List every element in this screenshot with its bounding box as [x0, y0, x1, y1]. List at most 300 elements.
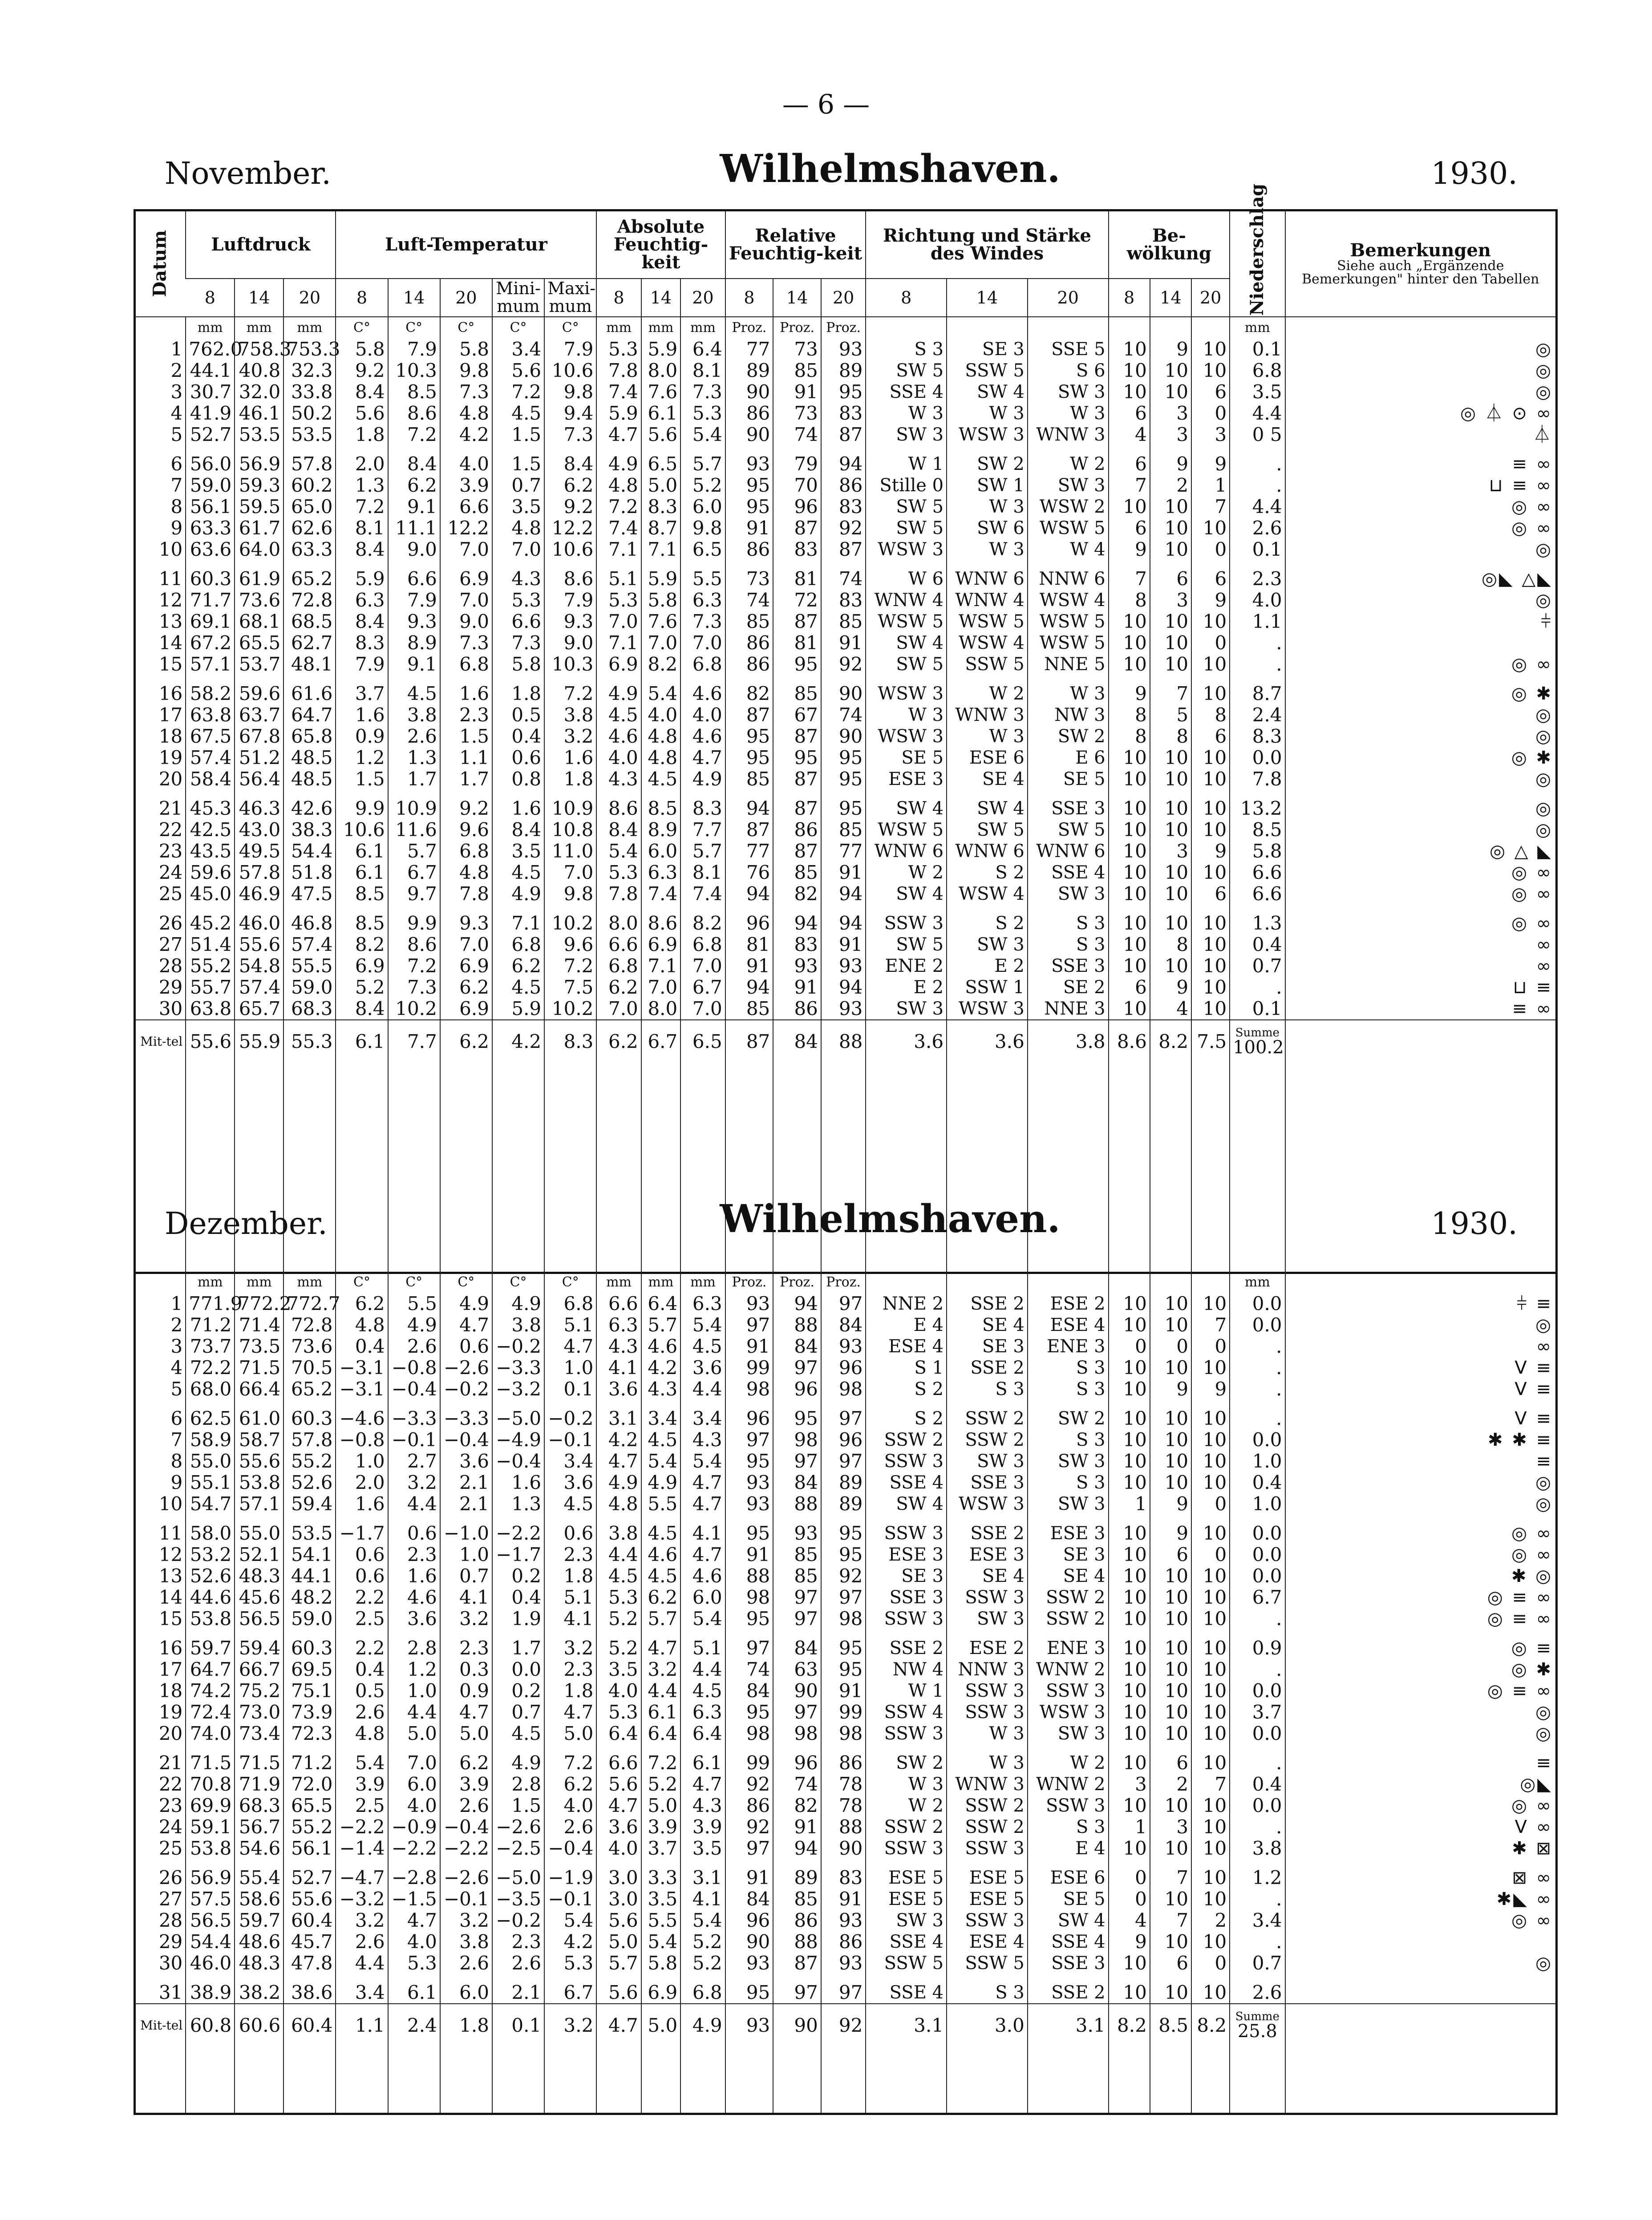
value-cell: 95: [821, 1515, 866, 1544]
value-cell: 5.2: [336, 977, 388, 998]
value-cell: 1.8: [336, 424, 388, 445]
value-cell: 8.0: [641, 360, 680, 381]
value-cell: 8.4: [336, 998, 388, 1020]
value-cell: 56.7: [235, 1816, 283, 1838]
value-cell: 3.0: [596, 1859, 641, 1888]
value-cell: 10: [1191, 1838, 1230, 1859]
value-cell: 6.4: [641, 1293, 680, 1314]
value-cell: 5.5: [680, 560, 725, 590]
value-cell: 95: [725, 747, 773, 768]
value-cell: 0.5: [336, 1680, 388, 1702]
value-cell: 59.4: [235, 1630, 283, 1659]
value-cell: 1.3: [1230, 905, 1285, 934]
value-cell: 57.1: [235, 1493, 283, 1515]
value-cell: 7: [1150, 675, 1191, 704]
value-cell: 70: [773, 475, 821, 496]
value-cell: 98: [773, 1429, 821, 1451]
value-cell: 4.4: [336, 1953, 388, 1974]
value-cell: 97: [821, 1587, 866, 1608]
value-cell: 0.0: [492, 1659, 544, 1680]
day-number: 18: [158, 725, 183, 747]
value-cell: 4.0: [680, 704, 725, 726]
value-cell: 95: [821, 381, 866, 403]
wind-cell: SSW 5: [866, 1953, 947, 1974]
value-cell: 7.9: [544, 590, 596, 611]
wind-cell: W 3: [1028, 675, 1109, 704]
value-cell: 6.9: [596, 654, 641, 675]
value-cell: 4.9: [492, 883, 544, 905]
value-cell: −5.0: [492, 1859, 544, 1888]
table-row: [135, 611, 1557, 632]
day-number: 10: [158, 538, 183, 560]
value-cell: 71.5: [235, 1357, 283, 1379]
value-cell: 3.7: [641, 1838, 680, 1859]
unit-cell: Proz.: [821, 317, 866, 339]
table-row: [135, 1565, 1557, 1587]
mittel-value: 7.5: [1191, 1020, 1230, 1063]
mittel-value: 93: [725, 2004, 773, 2047]
value-cell: 3: [1150, 424, 1191, 445]
value-cell: 5.6: [596, 1974, 641, 2004]
day-number: 25: [158, 1837, 183, 1859]
remarks-symbols: ∞: [1285, 1336, 1557, 1357]
value-cell: 56.1: [186, 496, 235, 518]
value-cell: 0 5: [1230, 424, 1285, 445]
remarks-symbols: ◎: [1285, 360, 1557, 381]
value-cell: 73.6: [235, 590, 283, 611]
value-cell: 1.5: [336, 768, 388, 790]
value-cell: 89: [821, 1493, 866, 1515]
value-cell: 5.4: [680, 424, 725, 445]
value-cell: 10: [1191, 611, 1230, 632]
value-cell: 3.6: [680, 1357, 725, 1379]
value-cell: −0.1: [388, 1429, 440, 1451]
sub-14: 14: [388, 279, 440, 317]
value-cell: 3.7: [1230, 1702, 1285, 1723]
wind-cell: ESE 5: [866, 1888, 947, 1910]
value-cell: 9.1: [388, 654, 440, 675]
day-number: 24: [158, 1816, 183, 1838]
value-cell: 65.2: [283, 560, 336, 590]
value-cell: 10: [1150, 1888, 1191, 1910]
value-cell: 5.5: [641, 1910, 680, 1931]
value-cell: 74: [725, 590, 773, 611]
value-cell: 5.1: [544, 1314, 596, 1336]
table-row: [135, 1314, 1557, 1336]
value-cell: 1.0: [1230, 1451, 1285, 1472]
mittel-value: 6.1: [336, 1020, 388, 1063]
value-cell: 42.6: [283, 790, 336, 819]
value-cell: 95: [725, 726, 773, 747]
value-cell: 56.4: [235, 768, 283, 790]
value-cell: 97: [821, 1400, 866, 1429]
value-cell: 0: [1191, 539, 1230, 560]
value-cell: 2.0: [336, 445, 388, 475]
value-cell: 4.5: [641, 768, 680, 790]
value-cell: 73: [773, 403, 821, 424]
value-cell: 10: [1191, 1429, 1230, 1451]
wind-cell: W 3: [866, 1774, 947, 1795]
value-cell: 87: [773, 768, 821, 790]
value-cell: 4.2: [544, 1931, 596, 1953]
value-cell: 85: [725, 768, 773, 790]
filler-cell: [821, 2047, 866, 2114]
value-cell: 46.1: [235, 403, 283, 424]
value-cell: 10: [1191, 1587, 1230, 1608]
remarks-symbols: ⫩ ≡: [1285, 1293, 1557, 1314]
value-cell: 10: [1191, 1859, 1230, 1888]
value-cell: −5.0: [492, 1400, 544, 1429]
remarks-symbols: ◎: [1285, 1723, 1557, 1744]
value-cell: 10: [1150, 1293, 1191, 1314]
value-cell: 55.6: [235, 1451, 283, 1472]
value-cell: 2.5: [336, 1608, 388, 1630]
filler-cell: [283, 2047, 336, 2114]
value-cell: 3.8: [492, 1314, 544, 1336]
wind-cell: W 3: [866, 704, 947, 726]
value-cell: 6.6: [596, 1744, 641, 1774]
wind-cell: WNW 3: [947, 704, 1028, 726]
value-cell: 10.3: [544, 654, 596, 675]
value-cell: 10: [1150, 1451, 1191, 1472]
value-cell: 10: [1109, 1630, 1150, 1659]
filler-cell: [492, 2047, 544, 2114]
wind-cell: SW 3: [1028, 1451, 1109, 1472]
value-cell: 2.2: [336, 1630, 388, 1659]
filler-cell: [544, 2047, 596, 2114]
wind-cell: WNW 3: [947, 1774, 1028, 1795]
november-header: [165, 146, 1518, 191]
value-cell: 10: [1109, 768, 1150, 790]
value-cell: 6: [1191, 381, 1230, 403]
value-cell: 6.1: [641, 1702, 680, 1723]
value-cell: 10: [1191, 998, 1230, 1020]
value-cell: 2.3: [440, 704, 492, 726]
value-cell: 6.7: [680, 977, 725, 998]
value-cell: 10: [1109, 1723, 1150, 1744]
sub-14: 14: [773, 279, 821, 317]
value-cell: 93: [821, 955, 866, 977]
value-cell: 74.2: [186, 1680, 235, 1702]
remarks-symbols: ∞: [1285, 934, 1557, 955]
value-cell: 77: [725, 841, 773, 862]
value-cell: 10: [1191, 1515, 1230, 1544]
wind-cell: WSW 5: [1028, 518, 1109, 539]
value-cell: 58.7: [235, 1429, 283, 1451]
mittel-value: 0.1: [492, 2004, 544, 2047]
remarks-symbols: ◎ ✱: [1285, 675, 1557, 704]
value-cell: .: [1230, 475, 1285, 496]
value-cell: 7.7: [680, 819, 725, 841]
value-cell: 5.6: [596, 1774, 641, 1795]
value-cell: 7.8: [596, 360, 641, 381]
wind-cell: SW 3: [866, 424, 947, 445]
value-cell: 47.8: [283, 1953, 336, 1974]
value-cell: 95: [821, 1630, 866, 1659]
value-cell: 0: [1191, 632, 1230, 654]
value-cell: 96: [821, 1357, 866, 1379]
value-cell: 6: [1150, 560, 1191, 590]
value-cell: 95: [773, 747, 821, 768]
sub-14: 14: [235, 279, 283, 317]
mittel-value: 2.4: [388, 2004, 440, 2047]
value-cell: 8.2: [641, 654, 680, 675]
value-cell: 7.0: [440, 590, 492, 611]
value-cell: 4: [1109, 1910, 1150, 1931]
value-cell: 83: [821, 496, 866, 518]
value-cell: −3.2: [492, 1379, 544, 1400]
value-cell: 86: [821, 475, 866, 496]
value-cell: −2.8: [388, 1859, 440, 1888]
value-cell: 54.8: [235, 955, 283, 977]
value-cell: 1.3: [388, 747, 440, 768]
value-cell: 83: [821, 403, 866, 424]
value-cell: 2.3: [440, 1630, 492, 1659]
value-cell: 65.5: [283, 1795, 336, 1816]
unit-cell: C°: [388, 317, 440, 339]
value-cell: 6.7: [544, 1974, 596, 2004]
value-cell: 5.3: [492, 590, 544, 611]
value-cell: 7.2: [492, 381, 544, 403]
value-cell: 4.3: [596, 768, 641, 790]
value-cell: 70.8: [186, 1774, 235, 1795]
value-cell: 85: [773, 862, 821, 883]
value-cell: 85: [773, 360, 821, 381]
value-cell: 4.0: [596, 1680, 641, 1702]
value-cell: 4.7: [680, 1493, 725, 1515]
wind-cell: SW 5: [866, 934, 947, 955]
value-cell: 7.2: [544, 955, 596, 977]
value-cell: 94: [725, 790, 773, 819]
value-cell: 4.3: [596, 1336, 641, 1357]
wind-cell: S 3: [1028, 1816, 1109, 1838]
remarks-symbols: ⊔ ≡: [1285, 977, 1557, 998]
value-cell: 74: [773, 1774, 821, 1795]
sub-20: 20: [680, 279, 725, 317]
day-number: 31: [158, 1981, 183, 2003]
remarks-symbols: V ≡: [1285, 1400, 1557, 1429]
value-cell: 4.7: [440, 1314, 492, 1336]
wind-cell: SSE 3: [1028, 790, 1109, 819]
value-cell: 67.5: [186, 726, 235, 747]
value-cell: 58.2: [186, 675, 235, 704]
value-cell: 97: [725, 1314, 773, 1336]
remarks-symbols: ◎ ∞: [1285, 883, 1557, 905]
value-cell: 53.5: [283, 424, 336, 445]
value-cell: 0.7: [1230, 1953, 1285, 1974]
value-cell: 5.9: [641, 339, 680, 360]
wind-cell: SW 5: [866, 360, 947, 381]
filler-cell: [235, 2047, 283, 2114]
value-cell: 4.0: [1230, 590, 1285, 611]
value-cell: 11.6: [388, 819, 440, 841]
value-cell: 7: [1191, 1314, 1230, 1336]
wind-cell: W 3: [947, 403, 1028, 424]
mittel-value: 8.2: [1191, 2004, 1230, 2047]
value-cell: 5.8: [336, 339, 388, 360]
wind-cell: WNW 6: [1028, 841, 1109, 862]
value-cell: 66.4: [235, 1379, 283, 1400]
value-cell: 0.6: [388, 1515, 440, 1544]
value-cell: 6.2: [492, 955, 544, 977]
table-row: [135, 1888, 1557, 1910]
value-cell: 7: [1191, 1774, 1230, 1795]
value-cell: 1.5: [492, 1795, 544, 1816]
value-cell: 6.6: [596, 934, 641, 955]
value-cell: −1.5: [388, 1888, 440, 1910]
value-cell: 4.9: [641, 1472, 680, 1493]
value-cell: 73.4: [235, 1723, 283, 1744]
sub-8: 8: [866, 279, 947, 317]
sub-20: 20: [1191, 279, 1230, 317]
value-cell: 9: [1191, 1379, 1230, 1400]
day-number: 16: [158, 1637, 183, 1659]
value-cell: 98: [773, 1723, 821, 1744]
value-cell: 72.4: [186, 1702, 235, 1723]
value-cell: 4.0: [544, 1795, 596, 1816]
value-cell: 4.4: [388, 1702, 440, 1723]
remarks-symbols: ◎◣ △◣: [1285, 560, 1557, 590]
table-row: [135, 1838, 1557, 1859]
value-cell: 55.0: [235, 1515, 283, 1544]
value-cell: 1.6: [336, 1493, 388, 1515]
filler-cell: [773, 2047, 821, 2114]
value-cell: 7.0: [596, 998, 641, 1020]
value-cell: 95: [725, 1451, 773, 1472]
value-cell: 7.0: [596, 611, 641, 632]
value-cell: 2: [1150, 1774, 1191, 1795]
value-cell: 1.5: [492, 445, 544, 475]
station-title: Wilhelmshaven.: [720, 1197, 1061, 1241]
wind-cell: SW 3: [1028, 381, 1109, 403]
value-cell: 3.5: [492, 841, 544, 862]
value-cell: 4.5: [680, 1680, 725, 1702]
value-cell: 78: [821, 1795, 866, 1816]
mittel-value: 3.0: [947, 2004, 1028, 2047]
value-cell: 56.9: [186, 1859, 235, 1888]
value-cell: 4.4: [596, 1544, 641, 1565]
value-cell: 57.4: [283, 934, 336, 955]
wind-cell: S 3: [1028, 1429, 1109, 1451]
value-cell: 77: [821, 841, 866, 862]
value-cell: 63.6: [186, 539, 235, 560]
wind-cell: WSW 3: [947, 424, 1028, 445]
wind-cell: ESE 5: [866, 1859, 947, 1888]
value-cell: 10: [1109, 1400, 1150, 1429]
value-cell: 57.1: [186, 654, 235, 675]
value-cell: 4.6: [680, 726, 725, 747]
day-number: 20: [158, 768, 183, 790]
value-cell: 69.9: [186, 1795, 235, 1816]
value-cell: 91: [725, 1336, 773, 1357]
sub-minimum: Mini-mum: [492, 279, 544, 317]
value-cell: 99: [821, 1702, 866, 1723]
value-cell: 98: [821, 1608, 866, 1630]
value-cell: 3.6: [544, 1472, 596, 1493]
value-cell: 1: [1109, 1816, 1150, 1838]
value-cell: 63: [773, 1659, 821, 1680]
wind-cell: WSW 4: [947, 632, 1028, 654]
value-cell: −0.1: [544, 1429, 596, 1451]
value-cell: 97: [773, 1608, 821, 1630]
value-cell: 10: [1109, 1472, 1150, 1493]
value-cell: 6.6: [388, 560, 440, 590]
value-cell: 62.5: [186, 1400, 235, 1429]
value-cell: 10: [1150, 611, 1191, 632]
value-cell: 73.9: [283, 1702, 336, 1723]
value-cell: 91: [821, 632, 866, 654]
value-cell: 5.2: [641, 1774, 680, 1795]
value-cell: 10: [1191, 1608, 1230, 1630]
value-cell: 3.7: [336, 675, 388, 704]
value-cell: 4.8: [596, 1493, 641, 1515]
value-cell: 8.5: [1230, 819, 1285, 841]
value-cell: 10: [1109, 905, 1150, 934]
value-cell: 7.1: [641, 539, 680, 560]
day-number: 18: [158, 1680, 183, 1702]
value-cell: 64.7: [186, 1659, 235, 1680]
value-cell: 72.8: [283, 590, 336, 611]
value-cell: 6.8: [680, 934, 725, 955]
value-cell: 6.2: [544, 475, 596, 496]
value-cell: 4.0: [388, 1795, 440, 1816]
value-cell: 62.7: [283, 632, 336, 654]
day-number: 30: [158, 1952, 183, 1974]
value-cell: −0.2: [544, 1400, 596, 1429]
wind-cell: SSW 1: [947, 977, 1028, 998]
value-cell: 46.9: [235, 883, 283, 905]
day-number: 6: [170, 453, 183, 475]
value-cell: 95: [725, 496, 773, 518]
table-row: [135, 1931, 1557, 1953]
value-cell: 4.8: [492, 518, 544, 539]
value-cell: 772.2: [235, 1293, 283, 1314]
value-cell: 8.3: [1230, 726, 1285, 747]
value-cell: 85: [773, 675, 821, 704]
value-cell: 2.3: [388, 1544, 440, 1565]
value-cell: 10.2: [544, 905, 596, 934]
table-row: [135, 955, 1557, 977]
value-cell: 94: [725, 883, 773, 905]
value-cell: 10: [1109, 841, 1150, 862]
value-cell: 4.2: [440, 424, 492, 445]
value-cell: 5.0: [544, 1723, 596, 1744]
wind-cell: SE 5: [1028, 1888, 1109, 1910]
table-row: [135, 1379, 1557, 1400]
value-cell: 72: [773, 590, 821, 611]
value-cell: 8.9: [388, 632, 440, 654]
wind-cell: SSW 5: [947, 360, 1028, 381]
filler-cell: [135, 2047, 186, 2114]
value-cell: 6.1: [336, 862, 388, 883]
wind-cell: ESE 2: [1028, 1293, 1109, 1314]
value-cell: 73.6: [283, 1336, 336, 1357]
value-cell: 94: [725, 977, 773, 998]
value-cell: 771.9: [186, 1293, 235, 1314]
value-cell: 7.3: [388, 977, 440, 998]
value-cell: 9: [1109, 539, 1150, 560]
table-row: [135, 1910, 1557, 1931]
value-cell: 0: [1150, 1336, 1191, 1357]
value-cell: 58.0: [186, 1515, 235, 1544]
value-cell: 7: [1191, 496, 1230, 518]
value-cell: 7.0: [440, 934, 492, 955]
value-cell: 98: [725, 1723, 773, 1744]
value-cell: 55.2: [283, 1816, 336, 1838]
remarks-symbols: ◎ ≡ ∞: [1285, 1608, 1557, 1630]
value-cell: 99: [725, 1744, 773, 1774]
unit-cell: mm: [641, 1272, 680, 1293]
